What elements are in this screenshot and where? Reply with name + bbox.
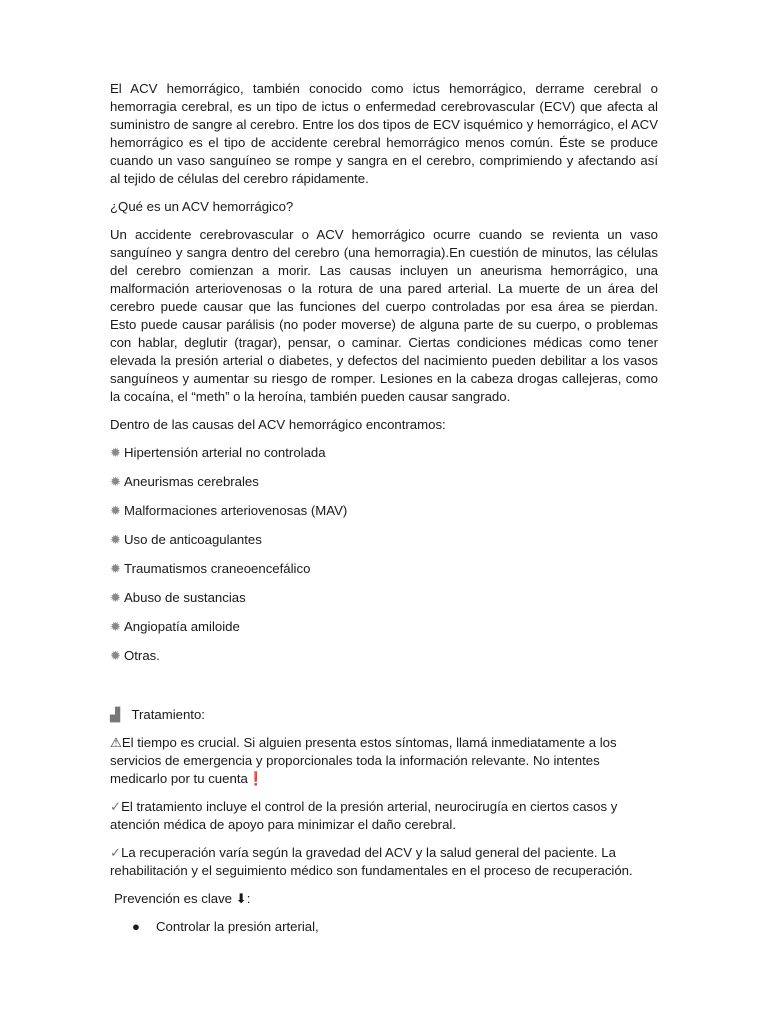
warning-text: El tiempo es crucial. Si alguien presenta estos síntomas, llamá inmediatamente a los servicios de emergencia y proporcionales toda la información relevante. No intentes medicarlo por tu cuenta❗: [110, 735, 617, 786]
intro-paragraph: El ACV hemorrágico, también conocido como ictus hemorrágico, derrame cerebral o hemorragia cerebral, es un tipo de ictus o enfermedad cerebrovascular (ECV) que afecta al suministro de sangre al cerebro. Entre los dos tipos de ECV isquémico y hemorrágico, el ACV hemorrágico es el tipo de accidente cerebral hemorrágico menos común. Éste se produce cuando un vaso sanguíneo se rompe y sangra en el cerebro, comprimiendo y afectando así al tejido de células del cerebro rápidamente.: [110, 81, 658, 186]
sparkle-icon: ✹: [110, 648, 121, 663]
sparkle-icon: ✹: [110, 561, 121, 576]
prevention-heading: Prevención es clave ⬇:: [114, 891, 251, 906]
cause-label: Traumatismos craneoencefálico: [124, 561, 311, 576]
cause-item: [110, 618, 658, 636]
warning-icon: ⚠: [110, 735, 122, 750]
cause-item: [110, 589, 658, 607]
causes-list: [110, 444, 658, 665]
check-icon: ✓: [110, 799, 122, 814]
treatment-title: Tratamiento:: [131, 707, 205, 722]
cause-label: Malformaciones arteriovenosas (MAV): [124, 503, 348, 518]
cause-label: Abuso de sustancias: [124, 590, 246, 605]
treatment-heading: [110, 706, 658, 724]
cause-item: [110, 502, 658, 520]
cause-label: Uso de anticoagulantes: [124, 532, 262, 547]
treatment-point-text: La recuperación varía según la gravedad del ACV y la salud general del paciente. La rehabilitación y el seguimiento médico son fundamentales en el proceso de recuperación.: [110, 845, 633, 878]
prevention-list: [110, 918, 658, 936]
sparkle-icon: ✹: [110, 590, 121, 605]
sparkle-icon: ✹: [110, 474, 121, 489]
cause-item: [110, 444, 658, 462]
cause-label: Aneurismas cerebrales: [124, 474, 259, 489]
bullet-icon: ●: [132, 919, 140, 934]
document-page: [110, 80, 658, 936]
cause-item: [110, 473, 658, 491]
sparkle-icon: ✹: [110, 532, 121, 547]
cause-item: [110, 531, 658, 549]
sparkle-icon: ✹: [110, 619, 121, 634]
sparkle-icon: ✹: [110, 445, 121, 460]
section-spacer: [110, 676, 658, 706]
treatment-point-1: [110, 798, 658, 834]
hospital-icon: ▟: [110, 707, 121, 722]
sparkle-icon: ✹: [110, 503, 121, 518]
definition-paragraph: Un accidente cerebrovascular o ACV hemorrágico ocurre cuando se revienta un vaso sanguíneo y sangra dentro del cerebro (una hemorragia).En cuestión de minutos, las células del cerebro comienzan a morir. Las causas incluyen un aneurisma hemorrágico, una malformación arteriovenosas o la rotura de una pared arterial. La muerte de un área del cerebro puede causar que las funciones del cuerpo controladas por esa área se pierdan. Esto puede causar parálisis (no poder moverse) de alguna parte de su cuerpo, o problemas con hablar, deglutir (tragar), pensar, o caminar. Ciertas condiciones médicas como tener elevada la presión arterial o diabetes, y defectos del nacimiento pueden debilitar a los vasos sanguíneos y aumentar su riesgo de romper. Lesiones en la cabeza drogas callejeras, como la cocaína, el “meth” o la heroína, también pueden causar sangrado.: [110, 227, 658, 404]
treatment-warning: [110, 734, 658, 788]
cause-item: [110, 647, 658, 665]
question-heading: ¿Qué es un ACV hemorrágico?: [110, 199, 294, 214]
treatment-point-2: [110, 844, 658, 880]
list-item: [110, 918, 658, 936]
check-icon: ✓: [110, 845, 122, 860]
prevention-item-text: Controlar la presión arterial,: [156, 919, 319, 934]
cause-label: Angiopatía amiloide: [124, 619, 240, 634]
cause-label: Hipertensión arterial no controlada: [124, 445, 326, 460]
cause-item: [110, 560, 658, 578]
treatment-point-text: El tratamiento incluye el control de la presión arterial, neurocirugía en ciertos casos y atención médica de apoyo para minimizar el daño cerebral.: [110, 799, 618, 832]
cause-label: Otras.: [124, 648, 160, 663]
causes-intro: Dentro de las causas del ACV hemorrágico encontramos:: [110, 417, 446, 432]
